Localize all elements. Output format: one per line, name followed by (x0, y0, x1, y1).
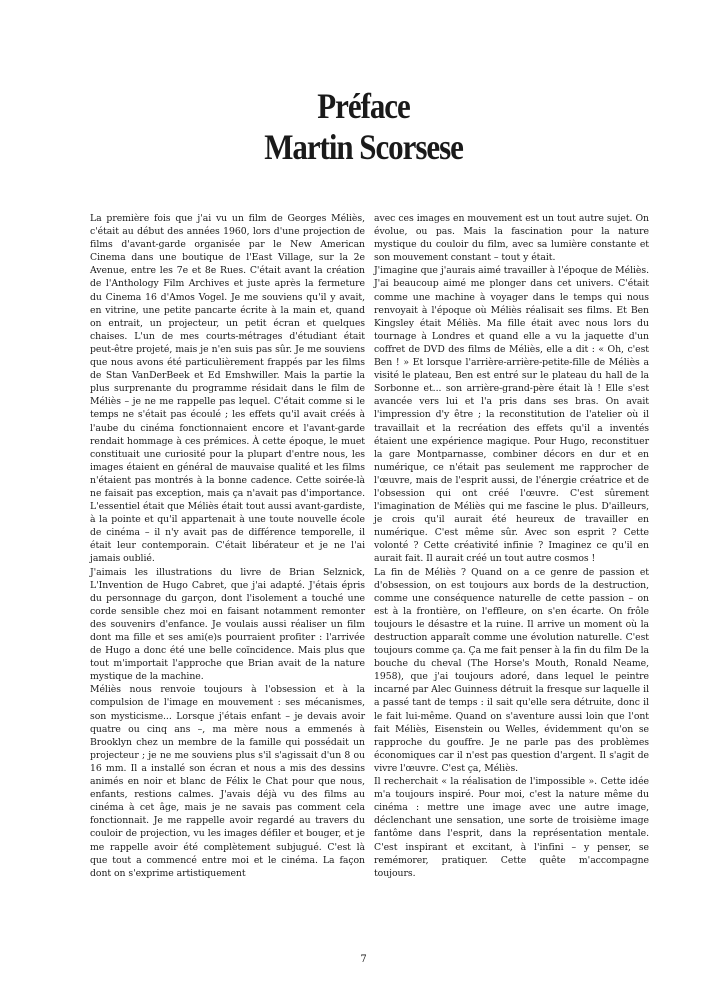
paragraph: avec ces images en mouvement est un tout autre sujet. On évolue, ou pas. Mais la fascination pour la nature mystique du couloir du film, avec sa lumière constante et son mouvement constant – tout y était. (374, 213, 649, 264)
paragraph: La fin de Méliès ? Quand on a ce genre de passion et d'obsession, on est toujours aux bords de la destruction, comme une conséquence naturelle de cette passion – on est à la frontière, on l'effleure, on s'en écarte. On frôle toujours le désastre et la ruine. Il arrive un moment où la destruction apparaît comme une évolution naturelle. C'est toujours comme ça. Ça me fait penser à la fin du film De la bouche du cheval (The Horse's Mouth, Ronald Neame, 1958), que j'ai toujours adoré, dans lequel le peintre incarné par Alec Guinness détruit la fresque sur laquelle il a passé tant de temps : il sait qu'elle sera détruite, donc il le fait lui-même. Quand on s'aventure aussi loin que l'ont fait Méliès, Eisenstein ou Welles, évidemment qu'on se rapproche du gouffre. Je ne parle pas des problèmes économiques car il n'est pas question d'argent. Il s'agit de vivre l'œuvre. C'est ça, Méliès. (374, 566, 650, 774)
text-column-right (374, 212, 649, 880)
paragraph: Il recherchait « la réalisation de l'impossible ». Cette idée m'a toujours inspiré. Pour moi, c'est la nature même du cinéma : mettre une image avec une autre image, déclenchant une sensation, une sorte de troisième image fantôme dans l'esprit, dans la représentation mentale. C'est inspirant et excitant, à l'infini – y penser, se remémorer, pratiquer. Cette quête m'accompagne toujours. (374, 776, 649, 879)
paragraph: J'imagine que j'aurais aimé travailler à l'époque de Méliès. J'ai beaucoup aimé me plonger dans cet univers. C'était comme une machine à voyager dans le temps qui nous renvoyait à l'époque où Méliès réalisait ses films. Et Ben Kingsley était Méliès. Ma fille était avec nous lors du tournage à Londres et quand elle a vu la jaquette d'un coffret de DVD des films de Méliès, elle a dit : « Oh, c'est Ben ! » Et lorsque l'arrière-arrière-petite-fille de Méliès a visité le plateau, Ben est entré sur le plateau du hall de la Sorbonne et... son arrière-grand-père était là ! Elle s'est avancée vers lui et l'a pris dans ses bras. On avait l'impression d'y être ; la reconstitution de l'atelier où il travaillait et la recréation des effets qu'il a inventés étaient une expérience magique. Pour Hugo, reconstituer la gare Montparnasse, combiner décors en dur et en numérique, ce n'était pas seulement me rapprocher de l'œuvre, mais de l'esprit aussi, de l'énergie créatrice et de l'obsession qui ont créé l'œuvre. C'est sûrement l'imagination de Méliès qui me fascine le plus. D'ailleurs, je crois qu'il aurait été heureux de travailler en numérique. C'est même sûr. Avec son esprit ? Cette volonté ? Cette créativité infinie ? Imaginez ce qu'il en aurait fait. Il aurait créé un tout autre cosmos ! (374, 265, 649, 565)
page-number: 7 (360, 954, 367, 965)
title-preface: Préface (317, 86, 410, 126)
paragraph: J'aimais les illustrations du livre de Brian Selznick, L'Invention de Hugo Cabret, que j'ai adapté. J'étais épris du personnage du garçon, dont l'isolement a touché une corde sensible chez moi en faisant notamment remonter des souvenirs d'enfance. Je voulais aussi réaliser un film dont ma fille et ses ami(e)s pourraient profiter : l'arrivée de Hugo a donc été une belle coïncidence. Mais plus que tout m'importait l'approche que Brian avait de la nature mystique de la machine. (90, 566, 365, 683)
title-author: Martin Scorsese (264, 127, 463, 167)
paragraph: La première fois que j'ai vu un film de Georges Méliès, c'était au début des années 1960, lors d'une projection de films d'avant-garde organisée par le New American Cinema dans une boutique de l'East Village, sur la 2e Avenue, entre les 7e et 8e Rues. C'était avant la création de l'Anthology Film Archives et juste après la fermeture du Cinema 16 d'Amos Vogel. Je me souviens qu'il y avait, en vitrine, une petite pancarte écrite à la main et, quand on entrait, un projecteur, un petit écran et quelques chaises. L'un de mes courts-métrages d'étudiant était peut-être projeté, mais je n'en suis pas sûr. Je me souviens que nous avons été particulièrement frappés par les films de Stan VanDerBeek et Ed Emshwiller. Mais la partie la plus surprenante du programme résidait dans le film de Méliès – je ne me rappelle pas lequel. C'était comme si le temps ne s'était pas écoulé ; les effets qu'il avait créés à l'aube du cinéma fonctionnaient encore et l'avant-garde rendait hommage à ces prémices. À cette époque, le muet constituait une curiosité pour la plupart d'entre nous, les images étaient en général de mauvaise qualité et les films n'étaient pas montrés à la bonne cadence. Cette soirée-là ne faisait pas exception, mais ça n'avait pas d'importance. L'essentiel était que Méliès était tout aussi avant-gardiste, à la pointe et qu'il appartenait à une toute nouvelle école de cinéma – il n'y avait pas de différence temporelle, il était leur contemporain. C'était libérateur et je ne l'ai jamais oublié. (90, 213, 365, 565)
paragraph: Méliès nous renvoie toujours à l'obsession et à la compulsion de l'image en mouvement : ses mécanismes, son mysticisme... Lorsque j'étais enfant – je devais avoir quatre ou cinq ans –, ma mère nous a emmenés à Brooklyn chez un membre de la famille qui possédait un projecteur ; je ne me souviens plus s'il s'agissait d'un 8 ou 16 mm. Il a installé son écran et nous a mis des dessins animés en noir et blanc de Félix le Chat pour que nous, enfants, restions calmes. J'avais déjà vu des films au cinéma à cet âge, mais je ne savais pas comment cela fonctionnait. Je me rappelle avoir regardé au travers du couloir de projection, vu les images défiler et bouger, et je me rappelle avoir été complètement subjugué. C'est là que tout a commencé entre moi et le cinéma. La façon dont on s'exprime artistiquement (90, 684, 365, 879)
text-column-left (90, 212, 365, 880)
chapter-title (0, 86, 727, 168)
